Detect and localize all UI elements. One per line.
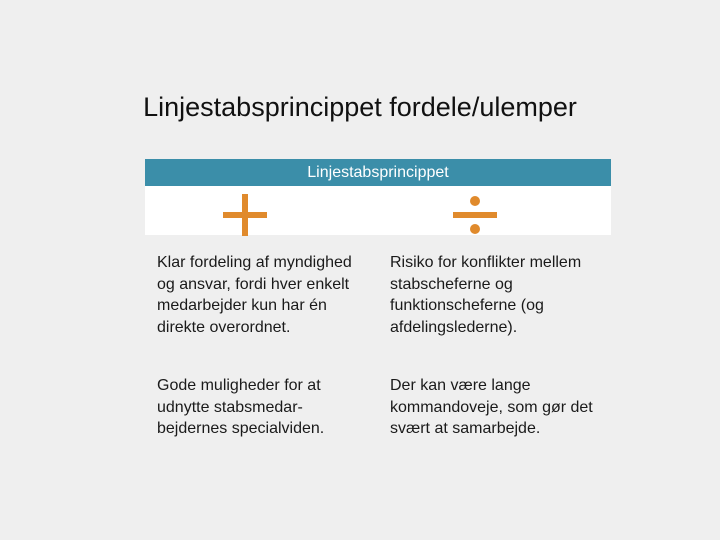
slide-title: Linjestabsprincippet fordele/ulemper: [143, 92, 577, 122]
plus-icon: [221, 194, 269, 236]
disadvantage-cell-2: Der kan være lange kommandoveje, som gør det svært at samarbejde.: [390, 377, 593, 437]
disadvantage-cell-1: Risiko for konflikter mellem stabscheferne og funktionscheferne (og afdelingslederne).: [390, 254, 582, 336]
icon-row: [145, 186, 611, 235]
table-header: Linjestabsprincippet: [145, 159, 611, 186]
divide-icon: [451, 194, 499, 236]
advantage-cell-1: Klar fordeling af myndighed og ansvar, fordi hver enkelt medarbejder kun har én direkte overordnet.: [157, 254, 352, 336]
advantage-cell-2: Gode muligheder for at udnytte stabsmedar-bejdernes specialviden.: [157, 377, 325, 437]
